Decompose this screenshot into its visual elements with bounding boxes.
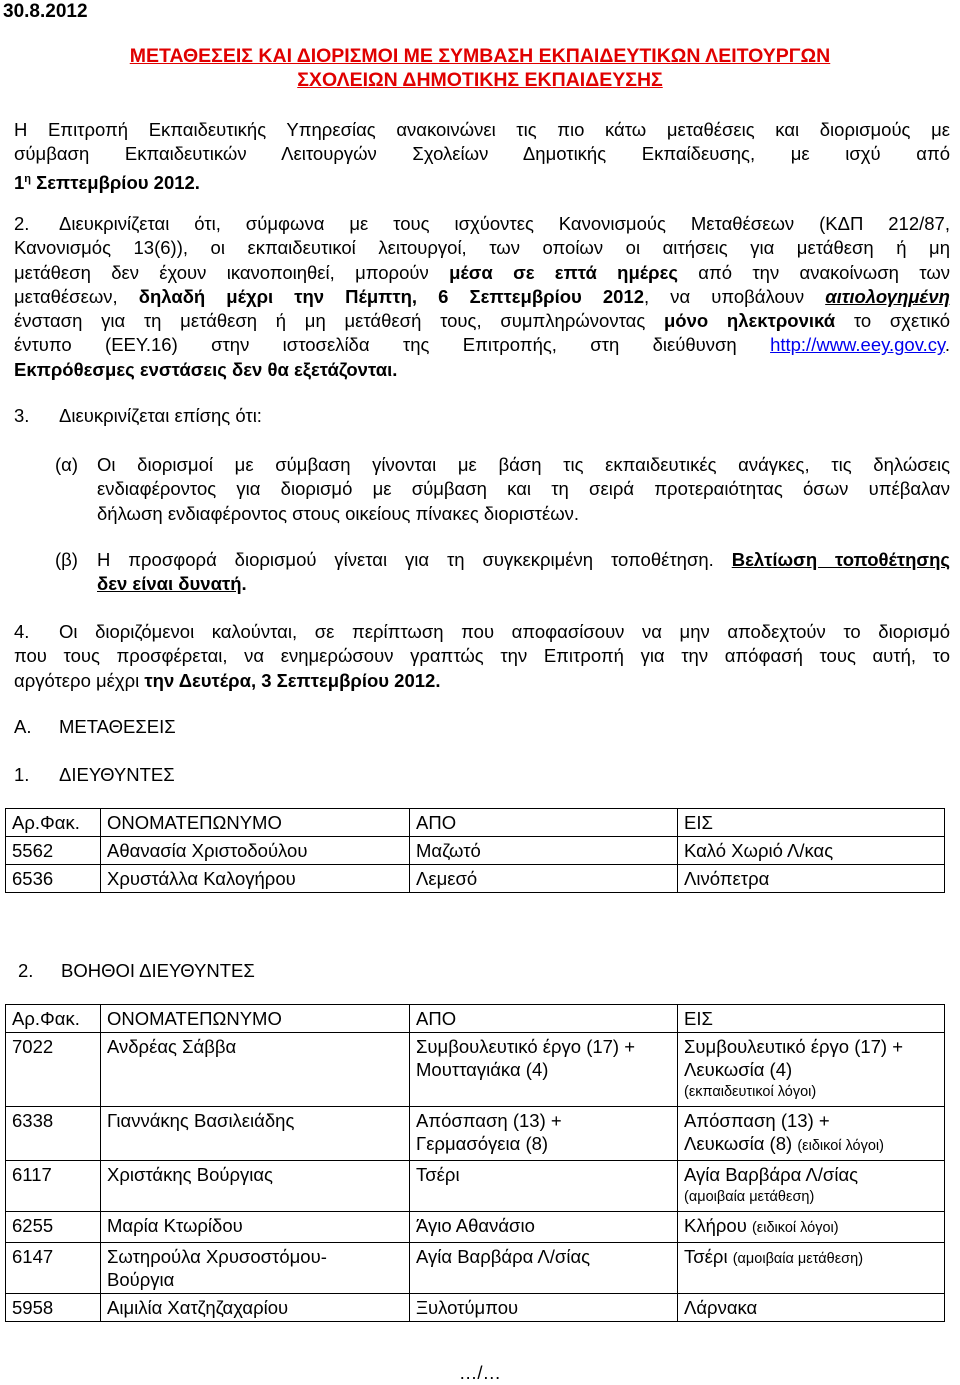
cell-name: Γιαννάκης Βασιλειάδης [101,1107,410,1161]
paragraph-2 [14,212,950,382]
cell-from: Αγία Βαρβάρα Λ/σίας [410,1243,678,1294]
table-row [6,1161,945,1212]
cell-file-no: 6536 [6,865,101,893]
para-line: μεταθέσεων, δηλαδή μέχρι την Πέμπτη, 6 Σεπτεμβρίου 2012, να υποβάλουν αιτιολογημένη [14,285,950,307]
para-line: Κανονισμός 13(6)), οι εκπαιδευτικοί λειτουργοί, των οποίων οι αιτήσεις για μετάθεση ή μη [14,237,950,259]
cell-to: Συμβουλευτικό έργο (17) + Λευκωσία (4) (εκπαιδευτικοί λόγοι) [678,1033,945,1107]
table-row [6,1212,945,1243]
intro-line: σύμβαση Εκπαιδευτικών Λειτουργών Σχολείων Δημοτικής Εκπαίδευσης, με ισχύ από [14,143,950,165]
directors-table [5,808,945,893]
document-title-line2: ΣΧΟΛΕΙΩΝ ΔΗΜΟΤΙΚΗΣ ΕΚΠΑΙΔΕΥΣΗΣ [297,69,663,91]
cell-name: Σωτηρούλα Χρυσοστόμου- Βούργια [101,1243,410,1294]
table-row [6,1243,945,1294]
clause-b: (β) Η προσφορά διορισμού γίνεται για τη συγκεκριμένη τοποθέτηση. Βελτίωση τοποθέτησης δεν είναι δυνατή. [55,549,950,595]
cell-name: Αθανασία Χριστοδούλου [101,837,410,865]
section-2-heading: 2. ΒΟΗΘΟΙ ΔΙΕΥΘΥΝΤΕΣ [18,960,255,981]
para-line: μετάθεση δεν έχουν ικανοποιηθεί, μπορούν μέσα σε επτά ημέρες από την ανακοίνωση των [14,261,951,283]
cell-file-no: 7022 [6,1033,101,1107]
cell-from: Λεμεσό [410,865,678,893]
document-title-line1: ΜΕΤΑΘΕΣΕΙΣ ΚΑΙ ΔΙΟΡΙΣΜΟΙ ΜΕ ΣΥΜΒΑΣΗ ΕΚΠΑΙΔΕΥΤΙΚΩΝ ΛΕΙΤΟΥΡΓΩΝ [129,45,831,67]
header-from: ΑΠΟ [410,809,678,837]
table-row [6,1294,945,1322]
cell-file-no: 6147 [6,1243,101,1294]
table-row [6,865,945,893]
para-line: που τους προσφέρεται, να ενημερώσουν γραπτώς την Επιτροπή για την απόφασή τους αυτή, το [14,645,950,667]
cell-from: Μαζωτό [410,837,678,865]
para-line: 2. Διευκρινίζεται ότι, σύμφωνα με τους ισχύοντες Κανονισμούς Μεταθέσεων (ΚΔΠ 212/87, [14,213,950,234]
para-line: αργότερο μέχρι την Δευτέρα, 3 Σεπτεμβρίου 2012. [14,669,441,691]
cell-to: Κλήρου (ειδικοί λόγοι) [678,1212,945,1243]
section-1-heading: 1. ΔΙΕΥΘΥΝΤΕΣ [14,764,175,785]
header-file-no: Αρ.Φακ. [6,1005,101,1033]
para-line: Εκπρόθεσμες ενστάσεις δεν θα εξετάζονται. [14,358,398,380]
cell-from: Τσέρι [410,1161,678,1212]
cell-from: Άγιο Αθανάσιο [410,1212,678,1243]
cell-name: Χριστάκης Βούργιας [101,1161,410,1212]
cell-to: Αγία Βαρβάρα Λ/σίας (αμοιβαία μετάθεση) [678,1161,945,1212]
cell-file-no: 6338 [6,1107,101,1161]
cell-name: Χρυστάλλα Καλογήρου [101,865,410,893]
table-row [6,1033,945,1107]
document-date: 30.8.2012 [3,1,88,22]
paragraph-3-heading: 3. Διευκρινίζεται επίσης ότι: [14,405,262,426]
cell-name: Ανδρέας Σάββα [101,1033,410,1107]
eey-website-link[interactable]: http://www.eey.gov.cy [770,334,945,356]
clause-a: (α) Οι διορισμοί με σύμβαση γίνονται με βάση τις εκπαιδευτικές ανάγκες, τις δηλώσεις ενδιαφέροντος για διορισμό με σύμβαση και τη σειρά προτεραιότητας όσων υπέβαλαν δήλωση ενδιαφέροντος στους οικείους πίνακες διοριστέων. [55,454,950,524]
cell-from: Ξυλοτύμπου [410,1294,678,1322]
cell-name: Αιμιλία Χατζηζαχαρίου [101,1294,410,1322]
cell-name: Μαρία Κτωρίδου [101,1212,410,1243]
header-name: ΟΝΟΜΑΤΕΠΩΝΥΜΟ [101,1005,410,1033]
para-line: ένσταση για τη μετάθεση ή μη μετάθεσή τους, συμπληρώνοντας μόνο ηλεκτρονικά το σχετικό [14,310,950,332]
cell-file-no: 6255 [6,1212,101,1243]
cell-to: Τσέρι (αμοιβαία μετάθεση) [678,1243,945,1294]
header-from: ΑΠΟ [410,1005,678,1033]
table-row [6,837,945,865]
cell-to: Καλό Χωριό Λ/κας [678,837,945,865]
intro-line: Η Επιτροπή Εκπαιδευτικής Υπηρεσίας ανακοινώνει τις πιο κάτω μεταθέσεις και διορισμούς με [14,119,950,140]
cell-from: Συμβουλευτικό έργο (17) + Μουτταγιάκα (4) [410,1033,678,1107]
cell-to: Λινόπετρα [678,865,945,893]
cell-file-no: 5958 [6,1294,101,1322]
cell-file-no: 5562 [6,837,101,865]
para-line: έντυπο (ΕΕΥ.16) στην ιστοσελίδα της Επιτροπής, στη διεύθυνση http://www.eey.gov.cy. [14,334,950,356]
header-name: ΟΝΟΜΑΤΕΠΩΝΥΜΟ [101,809,410,837]
intro-line: $1^\eta$ Σεπτεμβρίου 2012. [14,171,200,193]
header-to: ΕΙΣ [678,1005,945,1033]
header-to: ΕΙΣ [678,809,945,837]
cell-to: Λάρνακα [678,1294,945,1322]
intro-paragraph [14,118,950,195]
section-a-heading: Α. ΜΕΤΑΘΕΣΕΙΣ [14,716,176,737]
header-file-no: Αρ.Φακ. [6,809,101,837]
para-line: 4. Οι διοριζόμενοι καλούνται, σε περίπτωση που αποφασίσουν να μην αποδεχτούν το διορισμό [14,621,950,642]
assistant-directors-table [5,1004,945,1322]
paragraph-4 [14,620,950,693]
table-header-row [6,1005,945,1033]
cell-file-no: 6117 [6,1161,101,1212]
table-header-row [6,809,945,837]
cell-to: Απόσπαση (13) + Λευκωσία (8) (ειδικοί λόγοι) [678,1107,945,1161]
page-continuation-marker: …/… [458,1362,502,1383]
cell-from: Απόσπαση (13) + Γερμασόγεια (8) [410,1107,678,1161]
table-row [6,1107,945,1161]
